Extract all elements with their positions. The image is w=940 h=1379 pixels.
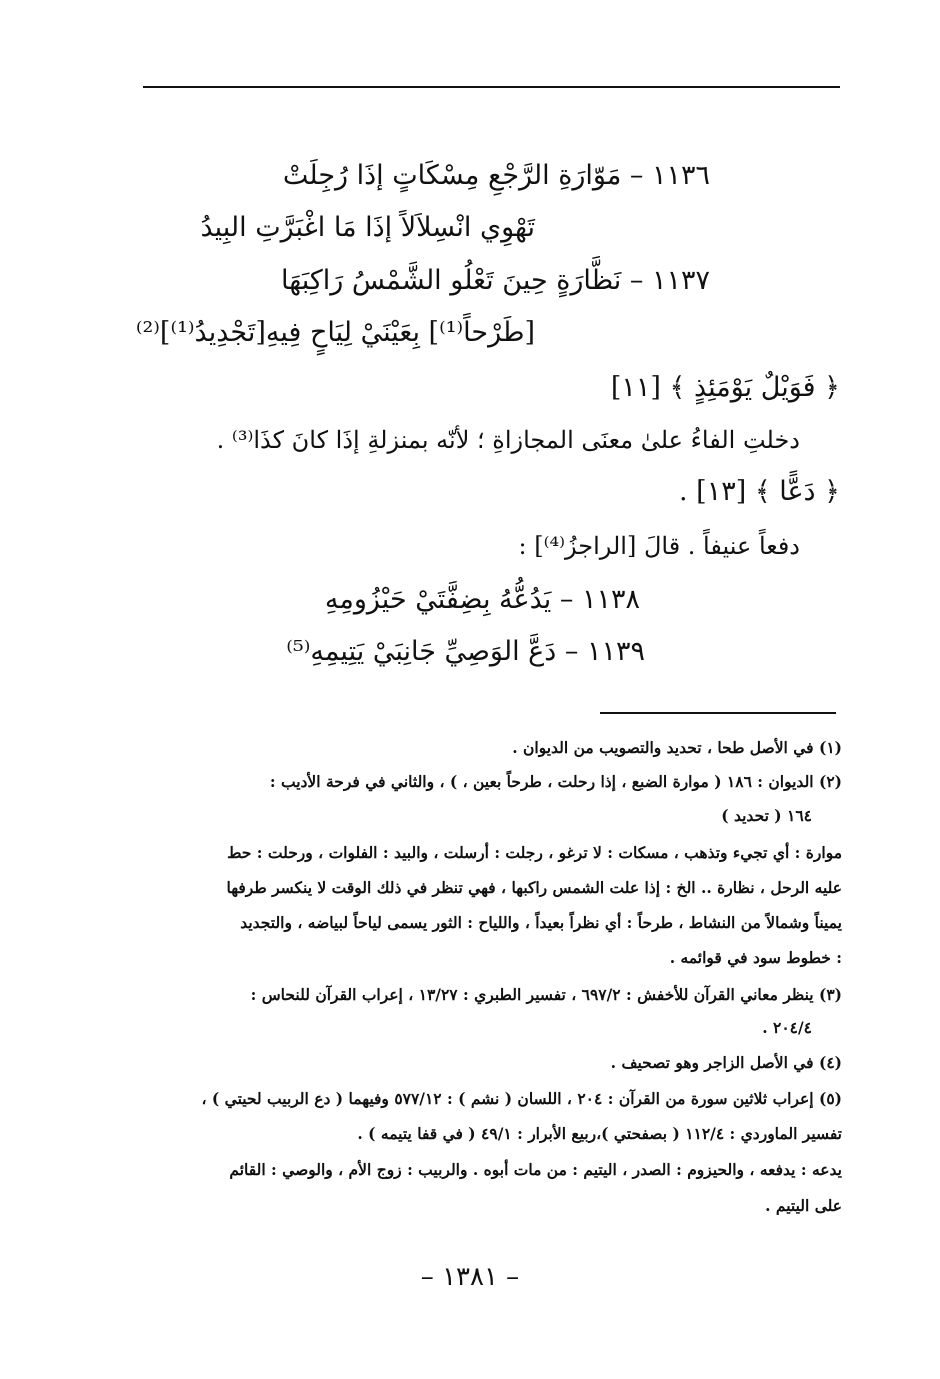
verse-1136-second-hemistich: تَهْوِي انْسِلاَلاً إذَا مَا اغْبَرَّتِ البِيدُ — [200, 212, 535, 243]
footnote-2-line-2: ١٦٤ ( تحديد ) — [721, 806, 812, 825]
ayah-13: ﴿ دَعًّا ﴾ [١٣] . — [678, 476, 840, 507]
footnote-2-line-6: : خطوط سود في قوائمه . — [669, 948, 842, 967]
verse-1138: ١١٣٨ – يَدُعُّهُ بِضِفَّتَيْ حَيْزُومِهِ — [324, 584, 640, 615]
commentary-ayah-11: دخلتِ الفاءُ علىٰ معنَى المجازاةِ ؛ لأنّه بمنزلةِ إذَا كانَ كذَا⁽³⁾ . — [216, 426, 800, 454]
footnote-5-line-1: (٥) إعراب ثلاثين سورة من القرآن : ٢٠٤ ، اللسان ( نشم ) : ٥٧٧/١٢ وفيهما ( دع الربيب لحيتي ) ، — [201, 1089, 842, 1108]
footnote-3-line-2: ٢٠٤/٤ . — [762, 1018, 812, 1037]
page-number: – ١٣٨١ – — [420, 1262, 520, 1292]
top-rule — [143, 86, 840, 88]
commentary-ayah-13: دفعاً عنيفاً . قالَ [الراجزُ⁽⁴⁾] : — [518, 532, 800, 560]
footnote-2-line-4: عليه الرحل ، نظارة .. الخ : إذا علت الشمس راكبها ، فهي تنظر في ذلك الوقت لا ينكسر طرفها — [226, 878, 842, 897]
verse-1137-second-hemistich: [طَرْحاً⁽¹⁾] بِعَيْنَيْ لِيَاحٍ فِيهِ[تَجْدِيدُ⁽¹⁾]⁽²⁾ — [135, 317, 535, 348]
footnote-1: (١) في الأصل طحا ، تحديد والتصويب من الديوان . — [512, 738, 842, 757]
footnote-4: (٤) في الأصل الزاجر وهو تصحيف . — [610, 1053, 842, 1072]
footnote-2-line-5: يميناً وشمالاً من النشاط ، طرحاً : أي نظراً بعيداً ، واللياح : الثور يسمى لياحاً لبياضه ، والتجديد — [240, 913, 842, 932]
footnote-2-line-3: موارة : أي تجيء وتذهب ، مسكات : لا ترغو ، رجلت : أرسلت ، والبيد : الفلوات ، ورحلت : حط — [227, 843, 842, 862]
ayah-11: ﴿ فَوَيْلٌ يَوْمَئِذٍ ﴾ [١١] — [610, 372, 840, 403]
footnote-3-line-1: (٣) ينظر معاني القرآن للأخفش : ٦٩٧/٢ ، تفسير الطبري : ١٣/٢٧ ، إعراب القرآن للنحاس : — [250, 985, 842, 1004]
footnote-5-line-4: على اليتيم . — [765, 1196, 842, 1215]
verse-1139: ١١٣٩ – دَعَّ الوَصِيِّ جَانِبَيْ يَتِيمِهِ⁽⁵⁾ — [286, 636, 645, 667]
verse-1136-first-hemistich: ١١٣٦ – مَوّارَةِ الرَّجْعِ مِسْكَاتٍ إذَا رُجِلَتْ — [282, 160, 710, 191]
verse-1137-first-hemistich: ١١٣٧ – نَظَّارَةٍ حِينَ تَعْلُو الشَّمْسُ رَاكِبَهَا — [281, 265, 710, 296]
footnote-5-line-3: يدعه : يدفعه ، والحيزوم : الصدر ، اليتيم : من مات أبوه . والربيب : زوج الأم ، والوصي : القائم — [229, 1160, 842, 1179]
footnote-separator — [600, 712, 836, 714]
footnote-5-line-2: تفسير الماوردي : ١١٢/٤ ( بصفحتي )،ربيع الأبرار : ٤٩/١ ( في قفا يتيمه ) . — [357, 1124, 842, 1143]
footnote-2-line-1: (٢) الديوان : ١٨٦ ( موارة الضبع ، إذا رحلت ، طرحاً بعين ، ) ، والثاني في فرحة الأديب : — [269, 772, 842, 791]
